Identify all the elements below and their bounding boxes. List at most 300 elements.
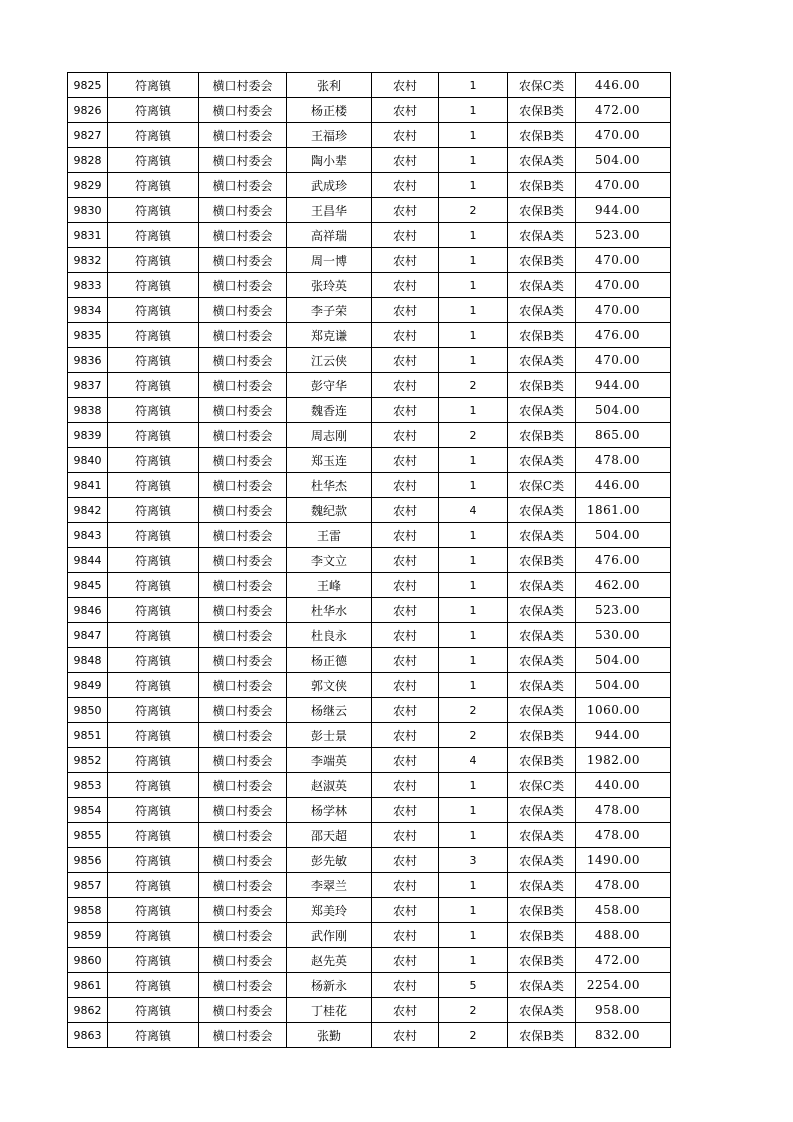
row-number: 9857 — [68, 873, 108, 898]
insurance-category-cell: 农保A类 — [508, 973, 576, 998]
table-row — [68, 623, 671, 648]
amount-cell: 462.00 — [576, 573, 671, 598]
village-cell: 横口村委会 — [199, 248, 287, 273]
amount-cell: 488.00 — [576, 923, 671, 948]
row-number: 9827 — [68, 123, 108, 148]
name-cell: 杨正德 — [287, 648, 372, 673]
insurance-category-cell: 农保A类 — [508, 498, 576, 523]
area-type-cell: 农村 — [372, 898, 439, 923]
village-cell: 横口村委会 — [199, 373, 287, 398]
amount-cell: 2254.00 — [576, 973, 671, 998]
insurance-category-cell: 农保B类 — [508, 98, 576, 123]
name-cell: 杜良永 — [287, 623, 372, 648]
name-cell: 郑美玲 — [287, 898, 372, 923]
amount-cell: 504.00 — [576, 673, 671, 698]
row-number: 9845 — [68, 573, 108, 598]
town-cell: 符离镇 — [108, 348, 199, 373]
household-count-cell: 2 — [439, 1023, 508, 1048]
name-cell: 张勤 — [287, 1023, 372, 1048]
area-type-cell: 农村 — [372, 348, 439, 373]
amount-cell: 470.00 — [576, 348, 671, 373]
household-count-cell: 1 — [439, 573, 508, 598]
town-cell: 符离镇 — [108, 398, 199, 423]
insurance-category-cell: 农保A类 — [508, 623, 576, 648]
table-row — [68, 998, 671, 1023]
insurance-category-cell: 农保A类 — [508, 673, 576, 698]
town-cell: 符离镇 — [108, 523, 199, 548]
table-row — [68, 423, 671, 448]
row-number: 9847 — [68, 623, 108, 648]
insurance-category-cell: 农保C类 — [508, 773, 576, 798]
row-number: 9853 — [68, 773, 108, 798]
name-cell: 王峰 — [287, 573, 372, 598]
household-count-cell: 2 — [439, 998, 508, 1023]
name-cell: 李端英 — [287, 748, 372, 773]
name-cell: 郑克谦 — [287, 323, 372, 348]
amount-cell: 440.00 — [576, 773, 671, 798]
insurance-category-cell: 农保B类 — [508, 123, 576, 148]
insurance-category-cell: 农保B类 — [508, 248, 576, 273]
amount-cell: 1861.00 — [576, 498, 671, 523]
amount-cell: 478.00 — [576, 873, 671, 898]
area-type-cell: 农村 — [372, 723, 439, 748]
amount-cell: 504.00 — [576, 648, 671, 673]
table-row — [68, 323, 671, 348]
area-type-cell: 农村 — [372, 248, 439, 273]
row-number: 9834 — [68, 298, 108, 323]
name-cell: 高祥瑞 — [287, 223, 372, 248]
area-type-cell: 农村 — [372, 673, 439, 698]
town-cell: 符离镇 — [108, 573, 199, 598]
insurance-category-cell: 农保B类 — [508, 173, 576, 198]
area-type-cell: 农村 — [372, 173, 439, 198]
insurance-category-cell: 农保A类 — [508, 823, 576, 848]
household-count-cell: 2 — [439, 373, 508, 398]
household-count-cell: 1 — [439, 348, 508, 373]
village-cell: 横口村委会 — [199, 998, 287, 1023]
village-cell: 横口村委会 — [199, 823, 287, 848]
insurance-category-cell: 农保A类 — [508, 523, 576, 548]
town-cell: 符离镇 — [108, 248, 199, 273]
town-cell: 符离镇 — [108, 823, 199, 848]
row-number: 9837 — [68, 373, 108, 398]
town-cell: 符离镇 — [108, 623, 199, 648]
table-row — [68, 848, 671, 873]
household-count-cell: 1 — [439, 323, 508, 348]
insurance-category-cell: 农保A类 — [508, 398, 576, 423]
town-cell: 符离镇 — [108, 273, 199, 298]
insurance-category-cell: 农保A类 — [508, 698, 576, 723]
table-row — [68, 573, 671, 598]
table-row — [68, 1023, 671, 1048]
amount-cell: 1982.00 — [576, 748, 671, 773]
table-row — [68, 698, 671, 723]
name-cell: 王昌华 — [287, 198, 372, 223]
name-cell: 江云侠 — [287, 348, 372, 373]
household-count-cell: 1 — [439, 398, 508, 423]
household-count-cell: 3 — [439, 848, 508, 873]
village-cell: 横口村委会 — [199, 723, 287, 748]
row-number: 9852 — [68, 748, 108, 773]
insurance-category-cell: 农保B类 — [508, 1023, 576, 1048]
household-count-cell: 1 — [439, 798, 508, 823]
village-cell: 横口村委会 — [199, 98, 287, 123]
table-row — [68, 748, 671, 773]
town-cell: 符离镇 — [108, 148, 199, 173]
town-cell: 符离镇 — [108, 298, 199, 323]
insurance-category-cell: 农保B类 — [508, 898, 576, 923]
name-cell: 李文立 — [287, 548, 372, 573]
row-number: 9831 — [68, 223, 108, 248]
name-cell: 丁桂花 — [287, 998, 372, 1023]
town-cell: 符离镇 — [108, 998, 199, 1023]
table-row — [68, 223, 671, 248]
table-row — [68, 398, 671, 423]
table-row — [68, 798, 671, 823]
village-cell: 横口村委会 — [199, 298, 287, 323]
name-cell: 彭先敏 — [287, 848, 372, 873]
insurance-category-cell: 农保A类 — [508, 848, 576, 873]
amount-cell: 478.00 — [576, 823, 671, 848]
area-type-cell: 农村 — [372, 373, 439, 398]
household-count-cell: 2 — [439, 723, 508, 748]
village-cell: 横口村委会 — [199, 898, 287, 923]
name-cell: 张利 — [287, 73, 372, 98]
table-row — [68, 873, 671, 898]
amount-cell: 470.00 — [576, 173, 671, 198]
village-cell: 横口村委会 — [199, 973, 287, 998]
village-cell: 横口村委会 — [199, 698, 287, 723]
row-number: 9858 — [68, 898, 108, 923]
area-type-cell: 农村 — [372, 773, 439, 798]
insurance-category-cell: 农保C类 — [508, 73, 576, 98]
row-number: 9835 — [68, 323, 108, 348]
row-number: 9863 — [68, 1023, 108, 1048]
insurance-category-cell: 农保B类 — [508, 723, 576, 748]
insurance-category-cell: 农保A类 — [508, 448, 576, 473]
household-count-cell: 1 — [439, 948, 508, 973]
amount-cell: 504.00 — [576, 523, 671, 548]
household-count-cell: 1 — [439, 73, 508, 98]
name-cell: 武作刚 — [287, 923, 372, 948]
town-cell: 符离镇 — [108, 73, 199, 98]
household-count-cell: 1 — [439, 548, 508, 573]
village-cell: 横口村委会 — [199, 648, 287, 673]
name-cell: 周一博 — [287, 248, 372, 273]
town-cell: 符离镇 — [108, 848, 199, 873]
table-row — [68, 648, 671, 673]
row-number: 9830 — [68, 198, 108, 223]
table-row — [68, 198, 671, 223]
table-row — [68, 73, 671, 98]
name-cell: 王雷 — [287, 523, 372, 548]
row-number: 9860 — [68, 948, 108, 973]
town-cell: 符离镇 — [108, 698, 199, 723]
row-number: 9854 — [68, 798, 108, 823]
village-cell: 横口村委会 — [199, 348, 287, 373]
household-count-cell: 1 — [439, 623, 508, 648]
village-cell: 横口村委会 — [199, 173, 287, 198]
town-cell: 符离镇 — [108, 873, 199, 898]
insurance-category-cell: 农保A类 — [508, 598, 576, 623]
name-cell: 赵淑英 — [287, 773, 372, 798]
name-cell: 魏纪款 — [287, 498, 372, 523]
village-cell: 横口村委会 — [199, 773, 287, 798]
insurance-category-cell: 农保B类 — [508, 198, 576, 223]
area-type-cell: 农村 — [372, 323, 439, 348]
name-cell: 赵先英 — [287, 948, 372, 973]
name-cell: 杨继云 — [287, 698, 372, 723]
table-row — [68, 723, 671, 748]
village-cell: 横口村委会 — [199, 748, 287, 773]
area-type-cell: 农村 — [372, 823, 439, 848]
household-count-cell: 1 — [439, 898, 508, 923]
village-cell: 横口村委会 — [199, 798, 287, 823]
name-cell: 杜华水 — [287, 598, 372, 623]
amount-cell: 472.00 — [576, 948, 671, 973]
name-cell: 李翠兰 — [287, 873, 372, 898]
household-count-cell: 1 — [439, 448, 508, 473]
village-cell: 横口村委会 — [199, 148, 287, 173]
household-count-cell: 1 — [439, 473, 508, 498]
household-count-cell: 1 — [439, 223, 508, 248]
row-number: 9838 — [68, 398, 108, 423]
row-number: 9862 — [68, 998, 108, 1023]
insurance-category-cell: 农保B类 — [508, 373, 576, 398]
area-type-cell: 农村 — [372, 848, 439, 873]
amount-cell: 523.00 — [576, 598, 671, 623]
row-number: 9846 — [68, 598, 108, 623]
town-cell: 符离镇 — [108, 223, 199, 248]
town-cell: 符离镇 — [108, 98, 199, 123]
row-number: 9829 — [68, 173, 108, 198]
area-type-cell: 农村 — [372, 973, 439, 998]
amount-cell: 446.00 — [576, 473, 671, 498]
row-number: 9859 — [68, 923, 108, 948]
amount-cell: 478.00 — [576, 798, 671, 823]
town-cell: 符离镇 — [108, 123, 199, 148]
area-type-cell: 农村 — [372, 748, 439, 773]
area-type-cell: 农村 — [372, 473, 439, 498]
area-type-cell: 农村 — [372, 73, 439, 98]
household-count-cell: 4 — [439, 748, 508, 773]
town-cell: 符离镇 — [108, 498, 199, 523]
table-row — [68, 498, 671, 523]
village-cell: 横口村委会 — [199, 523, 287, 548]
village-cell: 横口村委会 — [199, 423, 287, 448]
name-cell: 彭士景 — [287, 723, 372, 748]
area-type-cell: 农村 — [372, 398, 439, 423]
village-cell: 横口村委会 — [199, 473, 287, 498]
area-type-cell: 农村 — [372, 923, 439, 948]
village-cell: 横口村委会 — [199, 923, 287, 948]
name-cell: 郭文侠 — [287, 673, 372, 698]
town-cell: 符离镇 — [108, 898, 199, 923]
amount-cell: 458.00 — [576, 898, 671, 923]
village-cell: 横口村委会 — [199, 673, 287, 698]
area-type-cell: 农村 — [372, 448, 439, 473]
area-type-cell: 农村 — [372, 148, 439, 173]
insurance-category-cell: 农保B类 — [508, 323, 576, 348]
table-row — [68, 823, 671, 848]
name-cell: 杨正楼 — [287, 98, 372, 123]
insurance-category-cell: 农保A类 — [508, 348, 576, 373]
village-cell: 横口村委会 — [199, 123, 287, 148]
household-count-cell: 1 — [439, 823, 508, 848]
area-type-cell: 农村 — [372, 798, 439, 823]
insurance-category-cell: 农保A类 — [508, 148, 576, 173]
household-count-cell: 1 — [439, 773, 508, 798]
town-cell: 符离镇 — [108, 448, 199, 473]
amount-cell: 530.00 — [576, 623, 671, 648]
table-row — [68, 273, 671, 298]
name-cell: 武成珍 — [287, 173, 372, 198]
town-cell: 符离镇 — [108, 798, 199, 823]
amount-cell: 944.00 — [576, 198, 671, 223]
amount-cell: 476.00 — [576, 323, 671, 348]
village-cell: 横口村委会 — [199, 273, 287, 298]
amount-cell: 865.00 — [576, 423, 671, 448]
household-count-cell: 1 — [439, 598, 508, 623]
household-count-cell: 2 — [439, 423, 508, 448]
town-cell: 符离镇 — [108, 323, 199, 348]
table-row — [68, 948, 671, 973]
insurance-category-cell: 农保B类 — [508, 423, 576, 448]
area-type-cell: 农村 — [372, 498, 439, 523]
insurance-category-cell: 农保B类 — [508, 923, 576, 948]
row-number: 9825 — [68, 73, 108, 98]
table-row — [68, 298, 671, 323]
area-type-cell: 农村 — [372, 273, 439, 298]
insurance-category-cell: 农保A类 — [508, 573, 576, 598]
amount-cell: 1060.00 — [576, 698, 671, 723]
household-count-cell: 1 — [439, 173, 508, 198]
town-cell: 符离镇 — [108, 748, 199, 773]
name-cell: 周志刚 — [287, 423, 372, 448]
village-cell: 横口村委会 — [199, 573, 287, 598]
village-cell: 横口村委会 — [199, 848, 287, 873]
row-number: 9840 — [68, 448, 108, 473]
table-row — [68, 673, 671, 698]
insurance-category-cell: 农保A类 — [508, 998, 576, 1023]
town-cell: 符离镇 — [108, 948, 199, 973]
area-type-cell: 农村 — [372, 948, 439, 973]
table-row — [68, 923, 671, 948]
insurance-category-cell: 农保B类 — [508, 948, 576, 973]
name-cell: 魏香连 — [287, 398, 372, 423]
table-row — [68, 598, 671, 623]
town-cell: 符离镇 — [108, 198, 199, 223]
name-cell: 陶小辈 — [287, 148, 372, 173]
table-row — [68, 898, 671, 923]
household-count-cell: 1 — [439, 123, 508, 148]
town-cell: 符离镇 — [108, 923, 199, 948]
town-cell: 符离镇 — [108, 373, 199, 398]
insurance-category-cell: 农保A类 — [508, 648, 576, 673]
household-count-cell: 1 — [439, 248, 508, 273]
village-cell: 横口村委会 — [199, 873, 287, 898]
beneficiary-table — [67, 72, 671, 1048]
village-cell: 横口村委会 — [199, 623, 287, 648]
table-row — [68, 473, 671, 498]
amount-cell: 523.00 — [576, 223, 671, 248]
row-number: 9848 — [68, 648, 108, 673]
amount-cell: 470.00 — [576, 298, 671, 323]
area-type-cell: 农村 — [372, 873, 439, 898]
name-cell: 杨新永 — [287, 973, 372, 998]
household-count-cell: 2 — [439, 698, 508, 723]
amount-cell: 944.00 — [576, 373, 671, 398]
area-type-cell: 农村 — [372, 648, 439, 673]
row-number: 9839 — [68, 423, 108, 448]
insurance-category-cell: 农保B类 — [508, 548, 576, 573]
area-type-cell: 农村 — [372, 598, 439, 623]
household-count-cell: 1 — [439, 298, 508, 323]
row-number: 9841 — [68, 473, 108, 498]
table-row — [68, 773, 671, 798]
area-type-cell: 农村 — [372, 298, 439, 323]
village-cell: 横口村委会 — [199, 398, 287, 423]
name-cell: 张玲英 — [287, 273, 372, 298]
insurance-category-cell: 农保A类 — [508, 273, 576, 298]
household-count-cell: 1 — [439, 873, 508, 898]
row-number: 9851 — [68, 723, 108, 748]
insurance-category-cell: 农保B类 — [508, 748, 576, 773]
table-row — [68, 523, 671, 548]
amount-cell: 470.00 — [576, 123, 671, 148]
row-number: 9843 — [68, 523, 108, 548]
name-cell: 李子荣 — [287, 298, 372, 323]
town-cell: 符离镇 — [108, 548, 199, 573]
row-number: 9826 — [68, 98, 108, 123]
household-count-cell: 1 — [439, 273, 508, 298]
amount-cell: 476.00 — [576, 548, 671, 573]
area-type-cell: 农村 — [372, 198, 439, 223]
amount-cell: 472.00 — [576, 98, 671, 123]
household-count-cell: 1 — [439, 98, 508, 123]
town-cell: 符离镇 — [108, 1023, 199, 1048]
table-row — [68, 173, 671, 198]
village-cell: 横口村委会 — [199, 548, 287, 573]
household-count-cell: 1 — [439, 673, 508, 698]
row-number: 9856 — [68, 848, 108, 873]
table-row — [68, 98, 671, 123]
table-row — [68, 373, 671, 398]
table-row — [68, 348, 671, 373]
amount-cell: 958.00 — [576, 998, 671, 1023]
table-row — [68, 148, 671, 173]
amount-cell: 478.00 — [576, 448, 671, 473]
town-cell: 符离镇 — [108, 423, 199, 448]
amount-cell: 446.00 — [576, 73, 671, 98]
name-cell: 王福珍 — [287, 123, 372, 148]
table-row — [68, 973, 671, 998]
area-type-cell: 农村 — [372, 223, 439, 248]
area-type-cell: 农村 — [372, 698, 439, 723]
village-cell: 横口村委会 — [199, 198, 287, 223]
town-cell: 符离镇 — [108, 598, 199, 623]
row-number: 9833 — [68, 273, 108, 298]
amount-cell: 504.00 — [576, 148, 671, 173]
row-number: 9850 — [68, 698, 108, 723]
household-count-cell: 4 — [439, 498, 508, 523]
household-count-cell: 1 — [439, 648, 508, 673]
table-row — [68, 448, 671, 473]
table-row — [68, 123, 671, 148]
amount-cell: 832.00 — [576, 1023, 671, 1048]
household-count-cell: 2 — [439, 198, 508, 223]
insurance-category-cell: 农保A类 — [508, 873, 576, 898]
